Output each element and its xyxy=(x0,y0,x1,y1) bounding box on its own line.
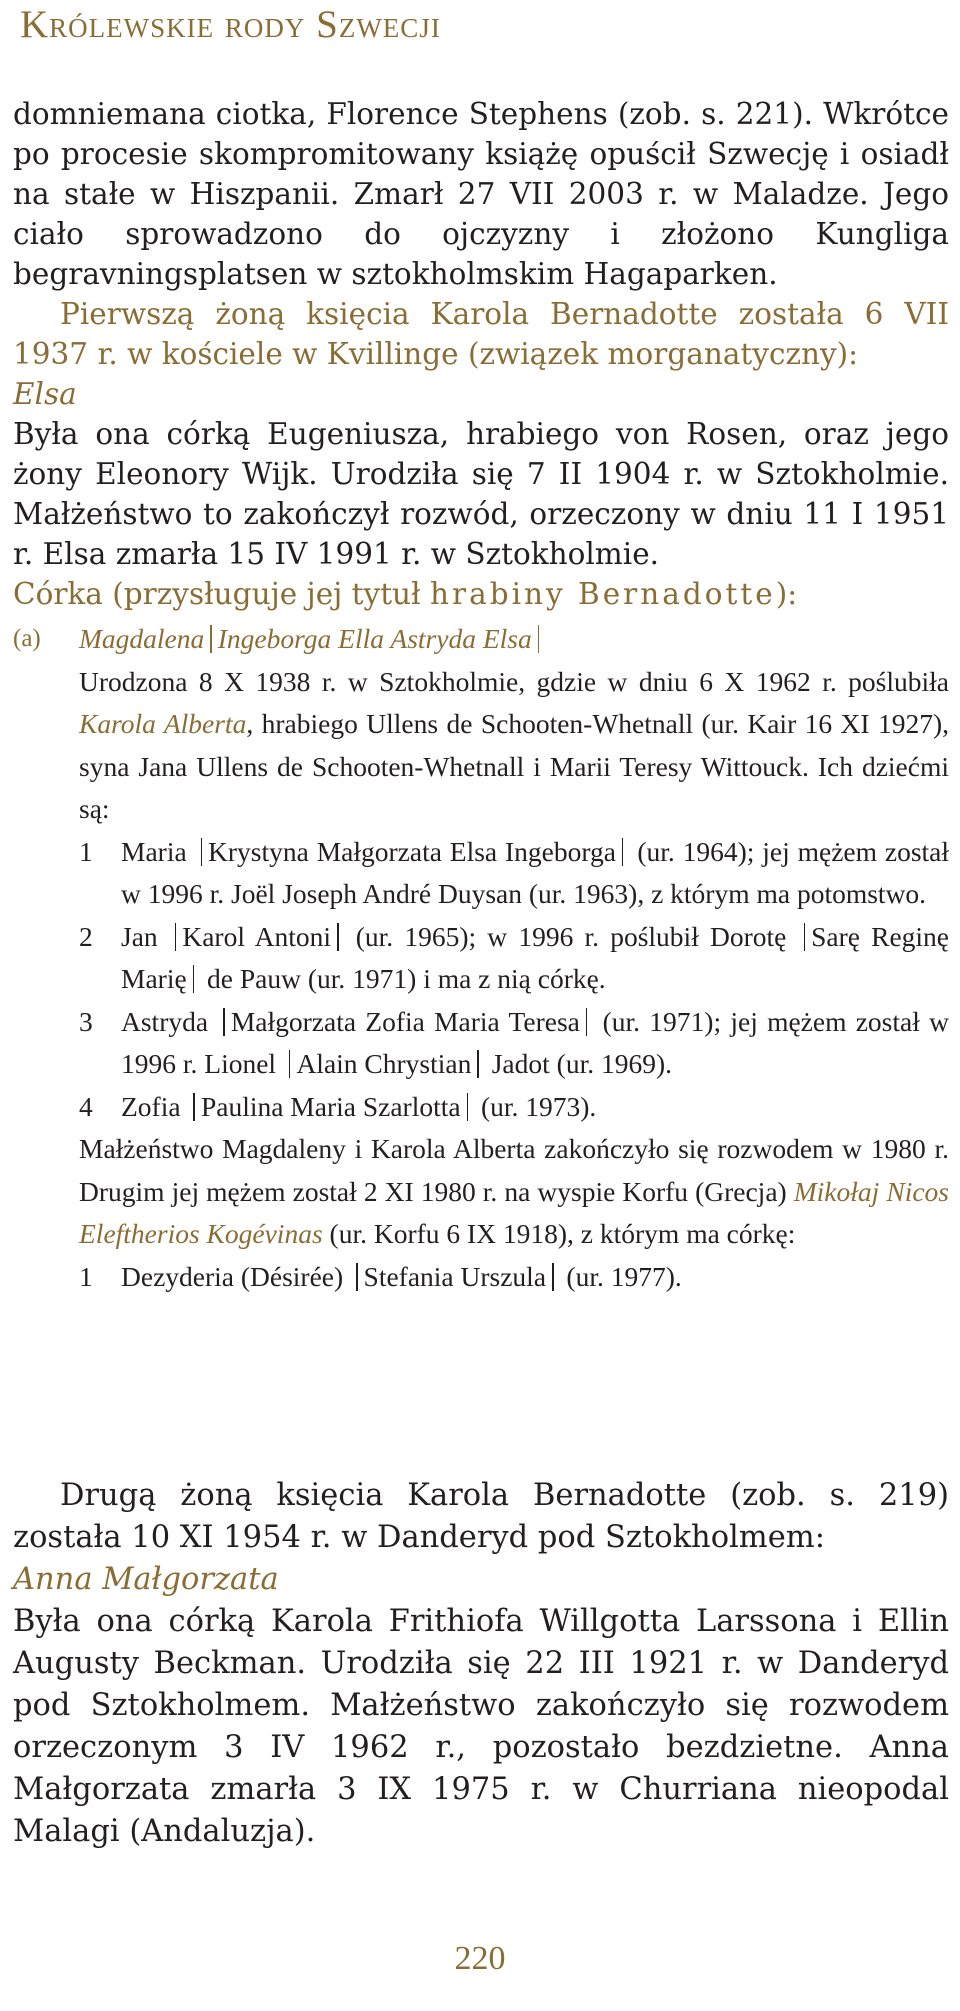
grandchild-1-number: 1 xyxy=(79,1260,93,1292)
daughter-entry xyxy=(13,618,949,1298)
daughter-heading-title: hrabiny Bernadotte xyxy=(430,577,776,611)
second-wife-name xyxy=(13,1559,949,1601)
daughter-heading xyxy=(13,574,949,614)
child-3 xyxy=(79,1001,949,1086)
second-wife-name-text: Anna Małgorzata xyxy=(13,1562,279,1597)
child-2 xyxy=(79,916,949,1001)
grandchild-1 xyxy=(79,1256,949,1299)
second-husband-name: Mikołaj Nicos Eleftherios Kogévinas xyxy=(79,1175,949,1249)
paragraph-first-wife-intro-text: Pierwszą żoną księcia Karola Bernadotte została 6 VII 1937 r. w kościele w Kvillinge (związek morganatyczny): xyxy=(13,297,949,371)
child-3-rest2: Jadot (ur. 1969). xyxy=(491,1048,672,1079)
paragraph-first-wife-intro xyxy=(13,294,949,374)
child-1-first: Maria xyxy=(121,835,187,867)
child-1-rest: (ur. 1964); jej mężem został w 1996 r. Joël Joseph André Duysan (ur. 1963), z którym ma potomstwo. xyxy=(121,835,950,909)
second-marriage xyxy=(79,1128,949,1256)
paragraph-second-wife-intro: Drugą żoną księcia Karola Bernadotte (zob. s. 219) została 10 XI 1954 r. w Danderyd pod Sztokholmem: xyxy=(13,1478,949,1555)
running-head: Królewskie rody Szwecji xyxy=(20,3,441,46)
child-2-number: 2 xyxy=(79,920,93,952)
paragraph-second-wife-bio: Była ona córką Karola Frithiofa Willgotta Larssona i Ellin Augusty Beckman. Urodziła się 22 III 1921 r. w Danderyd pod Sztokholmem. Małżeństwo zakończyło się rozwodem orzeczonym 3 IV 1962 r., pozostało bezdzietne. Anna Małgorzata zmarła 3 IX 1975 r. w Churriana nieopodal Malagi (Andaluzja). xyxy=(13,1604,949,1849)
page-number: 220 xyxy=(454,1940,506,1977)
child-4-first: Zofia xyxy=(121,1090,181,1122)
child-3-rest: (ur. 1971); jej mężem został w 1996 r. Lionel xyxy=(121,1005,949,1079)
child-2-rest: (ur. 1965); w 1996 r. poślubił Dorotę xyxy=(355,920,787,952)
main-text-continued xyxy=(13,1475,949,1853)
child-3-middle: Małgorzata Zofia Maria Teresa xyxy=(230,1005,580,1037)
child-2-middle: Karol Antoni xyxy=(182,920,332,952)
first-wife-name xyxy=(13,374,949,414)
child-4-number: 4 xyxy=(79,1090,93,1122)
grandchild-1-rest: (ur. 1977). xyxy=(566,1260,682,1292)
daughter-mark: (a) xyxy=(13,625,41,652)
child-2-first: Jan xyxy=(121,920,158,952)
second-marriage-a: Małżeństwo Magdaleny i Karola Alberta zakończyło się rozwodem w 1980 r. Drugim jej mężem został 2 XI 1980 r. na wyspie Korfu (Grecja) xyxy=(79,1133,949,1207)
daughter-label xyxy=(13,618,949,661)
first-wife-name-text: Elsa xyxy=(13,377,77,411)
daughter-husband-name: Karola Alberta xyxy=(79,708,247,739)
daughter-name-first: Magdalena xyxy=(79,623,205,654)
child-4-middle: Paulina Maria Szarlotta xyxy=(200,1090,461,1122)
grandchild-1-first: Dezyderia (Désirée) xyxy=(121,1260,344,1292)
daughter-heading-b: ): xyxy=(775,577,798,611)
daughter-name-rest: Ingeborga Ella Astryda Elsa xyxy=(217,623,532,654)
child-3-number: 3 xyxy=(79,1005,93,1037)
child-4-rest: (ur. 1973). xyxy=(480,1090,597,1122)
daughter-bio-a: Urodzona 8 X 1938 r. w Sztokholmie, gdzie w dniu 6 X 1962 r. poślubiła xyxy=(79,665,949,697)
second-marriage-b: (ur. Korfu 6 IX 1918), z którym ma córkę: xyxy=(322,1218,796,1249)
paragraph-first-wife-bio: Była ona córką Eugeniusza, hrabiego von Rosen, oraz jego żony Eleonory Wijk. Urodziła się 7 II 1904 r. w Sztokholmie. Małżeństwo to zakończył rozwód, orzeczony w dniu 11 I 1951 r. Elsa zmarła 15 IV 1991 r. w Sztokholmie. xyxy=(13,417,949,571)
paragraph-1: domniemana ciotka, Florence Stephens (zob. s. 221). Wkrótce po procesie skompromitowany książę opuścił Szwecję i osiadł na stałe w Hiszpanii. Zmarł 27 VII 2003 r. w Maladze. Jego ciało sprowadzono do ojczyzny i złożono Kungliga begravningsplatsen w sztokholmskim Hagaparken. xyxy=(13,97,949,291)
child-1-middle: Krystyna Małgorzata Elsa Ingeborga xyxy=(208,835,616,867)
child-3-middle2: Alain Chrystian xyxy=(296,1048,472,1079)
daughter-bio-b: , hrabiego Ullens de Schooten-Whetnall (ur. Kair 16 XI 1927), syna Jana Ullens de Schooten-Whetnall i Marii Teresy Wittouck. Ich dziećmi są: xyxy=(79,708,950,824)
child-4 xyxy=(79,1086,949,1129)
child-1-number: 1 xyxy=(79,835,93,867)
child-3-first: Astryda xyxy=(121,1005,209,1037)
child-2-rest2: de Pauw (ur. 1971) i ma z nią córkę. xyxy=(207,963,606,994)
main-text xyxy=(13,94,949,1298)
grandchild-1-middle: Stefania Urszula xyxy=(363,1260,547,1292)
daughter-bio xyxy=(79,661,949,831)
daughter-heading-a: Córka (przysługuje jej tytuł xyxy=(13,577,430,611)
child-2-middle2: Sarę Reginę Marię xyxy=(121,920,950,994)
child-1 xyxy=(79,831,949,916)
